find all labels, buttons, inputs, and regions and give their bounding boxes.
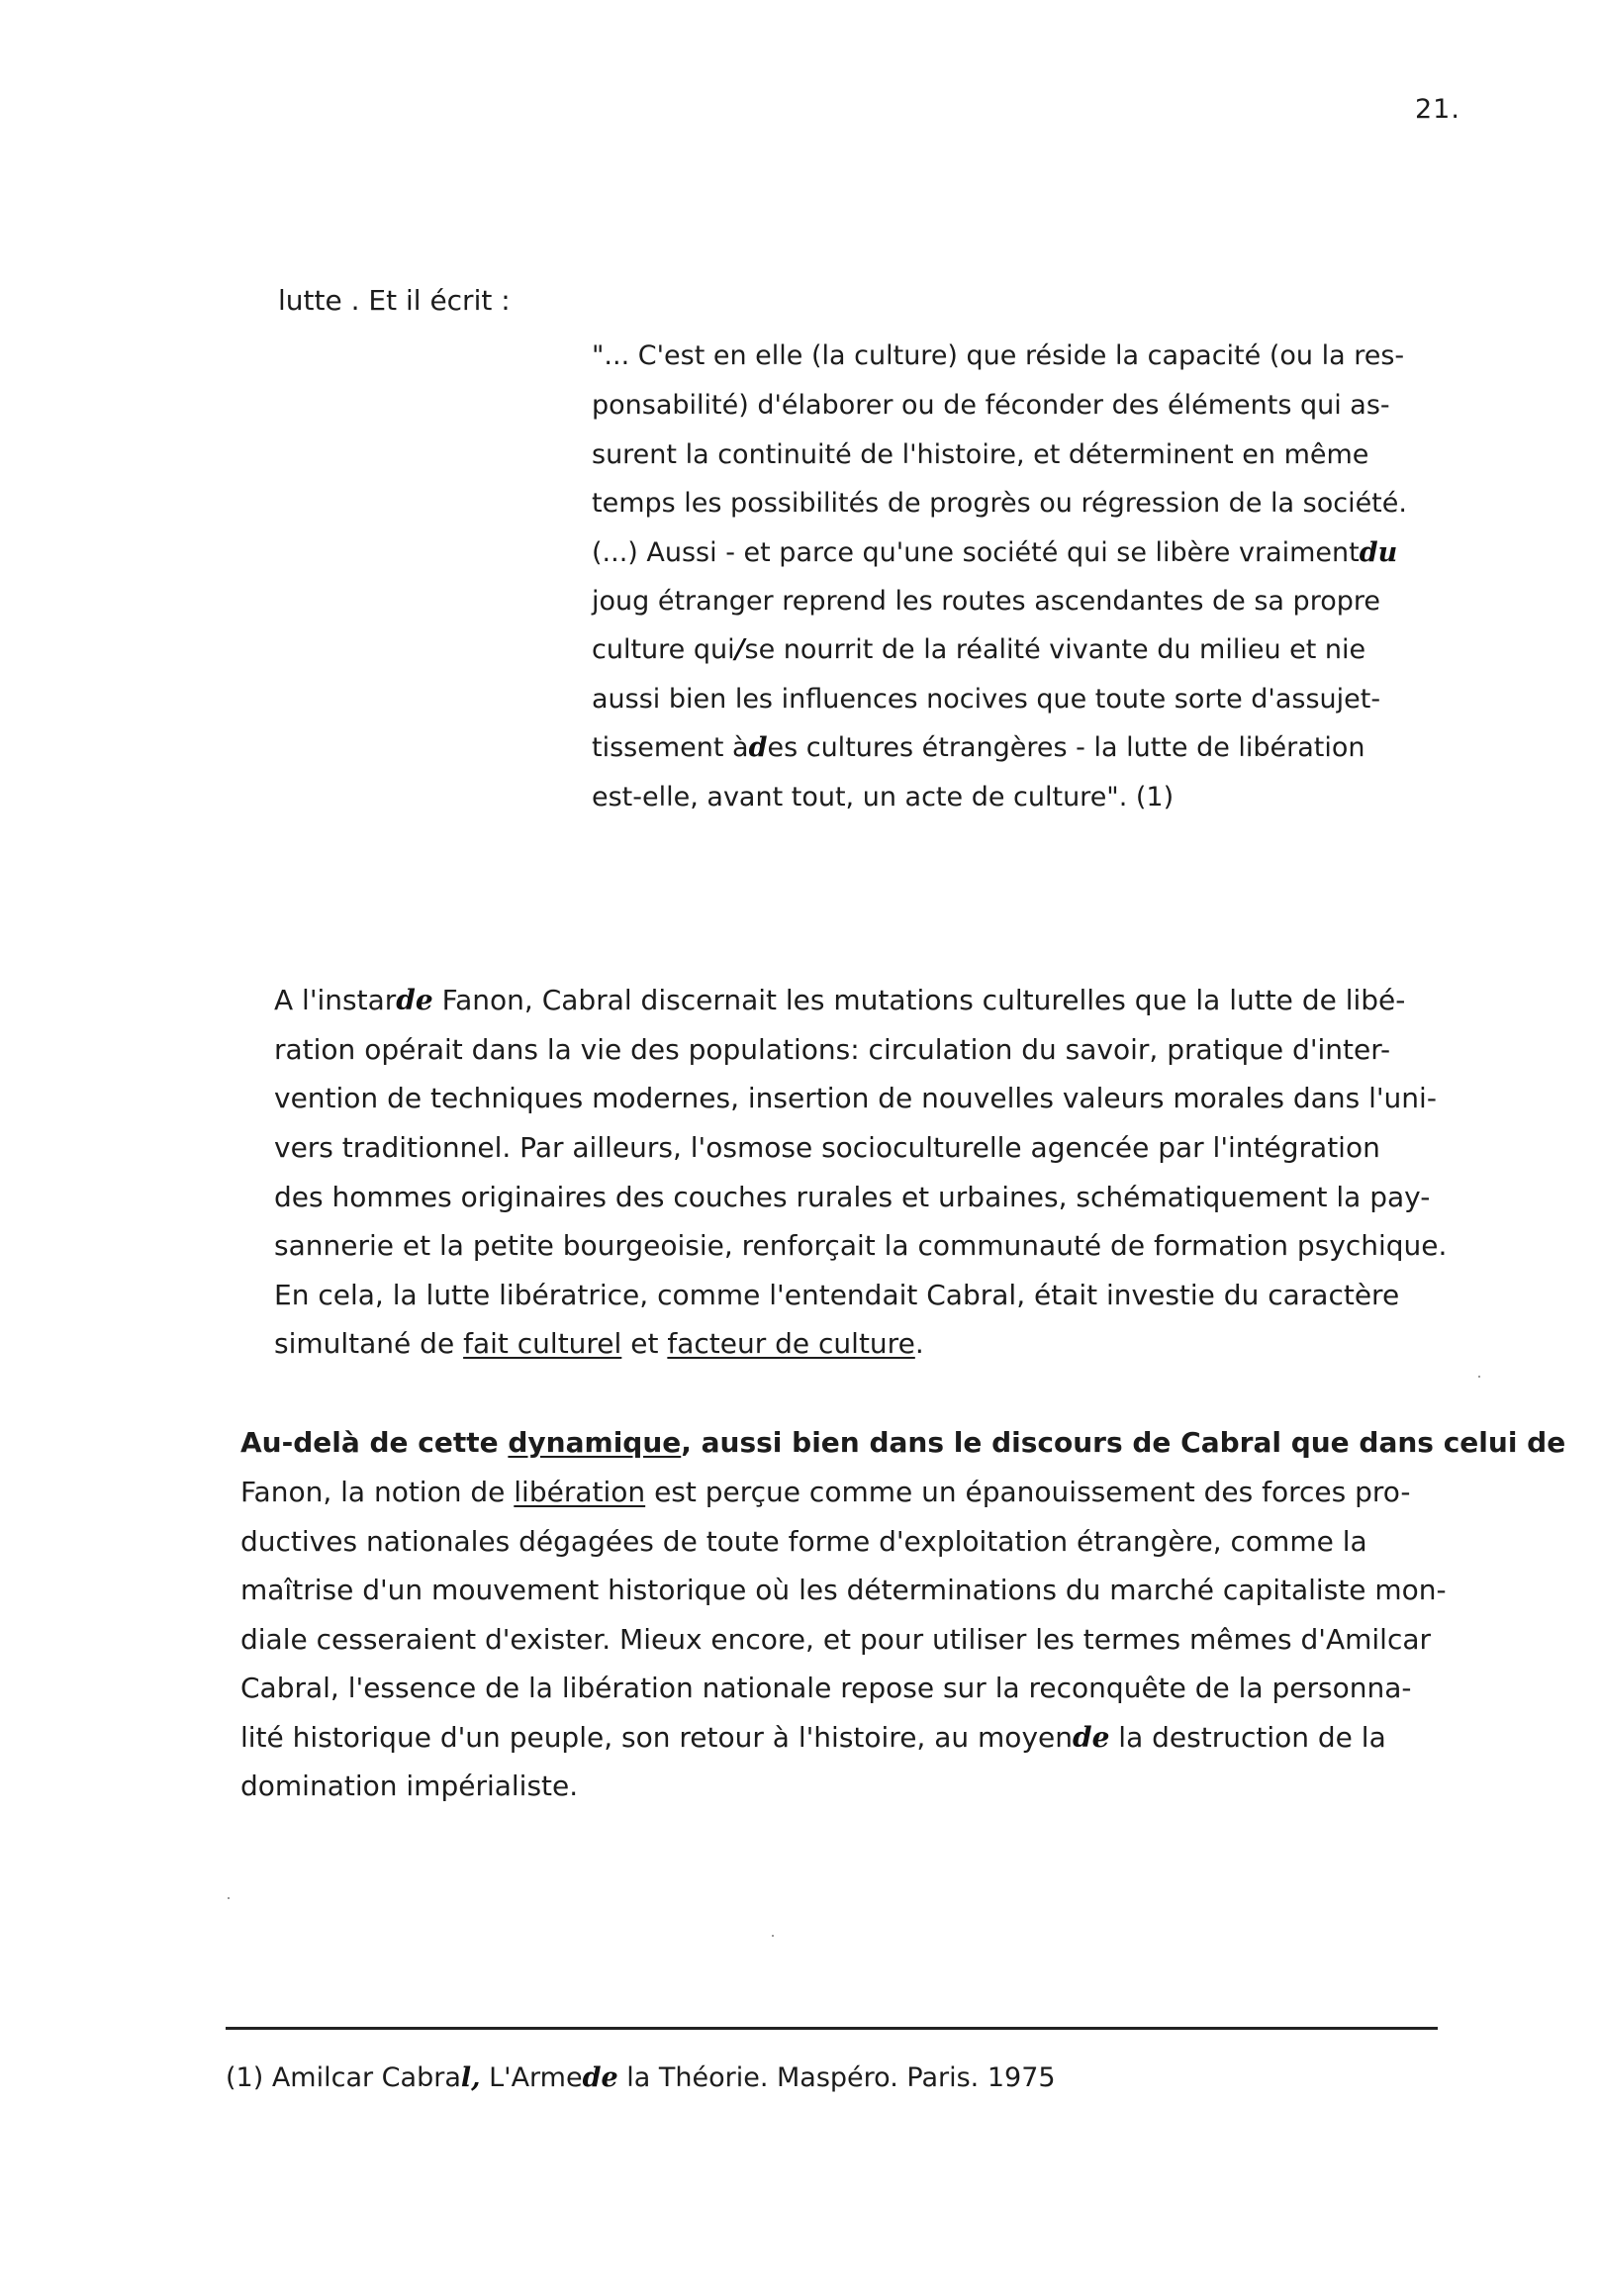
handwritten-correction: l, bbox=[460, 2062, 481, 2093]
paragraph-text: , aussi bien dans le discours de Cabral que dans celui de bbox=[681, 1426, 1566, 1459]
quote-text: tissement à bbox=[592, 732, 749, 763]
paragraph-text: . bbox=[914, 1327, 924, 1360]
handwritten-correction: de bbox=[1072, 1721, 1110, 1754]
paragraph-line bbox=[240, 1722, 1386, 1754]
footnote-text: L'Arme bbox=[489, 2062, 583, 2093]
paragraph-line: vers traditionnel. Par ailleurs, l'osmose socioculturelle agencée par l'intégration bbox=[274, 1131, 1380, 1164]
paragraph-text: et bbox=[630, 1327, 659, 1360]
paragraph-line: ductives nationales dégagées de toute forme d'exploitation étrangère, comme la bbox=[240, 1525, 1367, 1558]
scan-speck bbox=[228, 1897, 230, 1899]
paragraph-line: En cela, la lutte libératrice, comme l'entendait Cabral, était investie du caractère bbox=[274, 1279, 1400, 1311]
paragraph-line bbox=[274, 985, 1405, 1016]
footnote-text: la Théorie. Maspéro. Paris. 1975 bbox=[626, 2062, 1056, 2093]
quote-line bbox=[592, 732, 1365, 764]
underlined-term: dynamique bbox=[508, 1426, 682, 1459]
quote-line bbox=[592, 634, 1365, 666]
underlined-term: fait culturel bbox=[463, 1327, 622, 1360]
paragraph-line: maîtrise d'un mouvement historique où les déterminations du marché capitaliste mon- bbox=[240, 1574, 1447, 1606]
paragraph-text: est perçue comme un épanouissement des forces pro- bbox=[654, 1476, 1411, 1508]
footnote-text: (1) Amilcar Cabra bbox=[226, 2062, 461, 2093]
handwritten-correction: / bbox=[734, 634, 745, 665]
quote-text: se nourrit de la réalité vivante du milieu et nie bbox=[744, 634, 1366, 665]
paragraph-line: diale cesseraient d'exister. Mieux encore, et pour utiliser les termes mêmes d'Amilcar bbox=[240, 1623, 1432, 1656]
quote-text: (...) Aussi - et parce qu'une société qui se libère vraiment bbox=[592, 537, 1360, 568]
footnote-rule bbox=[226, 2027, 1438, 2030]
paragraph-text: Fanon, Cabral discernait les mutations culturelles que la lutte de libé- bbox=[441, 984, 1406, 1016]
underlined-term: libération bbox=[514, 1476, 646, 1508]
handwritten-correction: d bbox=[748, 732, 768, 763]
paragraph-text: simultané de bbox=[274, 1327, 455, 1360]
quote-line: est-elle, avant tout, un acte de culture". (1) bbox=[592, 782, 1175, 813]
paragraph-line: ration opérait dans la vie des populations: circulation du savoir, pratique d'inter- bbox=[274, 1033, 1391, 1066]
quote-line: aussi bien les influences nocives que toute sorte d'assujet- bbox=[592, 684, 1381, 715]
quote-line bbox=[592, 537, 1397, 569]
quote-line: ponsabilité) d'élaborer ou de féconder des éléments qui as- bbox=[592, 390, 1390, 421]
paragraph-line bbox=[240, 1427, 1565, 1459]
paragraph-line: des hommes originaires des couches rurales et urbaines, schématiquement la pay- bbox=[274, 1181, 1431, 1213]
paragraph-line: domination impérialiste. bbox=[240, 1770, 579, 1802]
paragraph-text: A l'instar bbox=[274, 984, 397, 1016]
paragraph-text: lité historique d'un peuple, son retour à l'histoire, au moyen bbox=[240, 1721, 1073, 1754]
quote-line: "... C'est en elle (la culture) que réside la capacité (ou la res- bbox=[592, 340, 1405, 371]
paragraph-text: Fanon, la notion de bbox=[240, 1476, 506, 1508]
footnote bbox=[226, 2062, 1056, 2094]
scan-speck bbox=[1478, 1376, 1480, 1378]
paragraph-line: Cabral, l'essence de la libération nationale repose sur la reconquête de la personna- bbox=[240, 1672, 1412, 1704]
handwritten-correction: de bbox=[582, 2062, 618, 2093]
paragraph-text: Au-delà de cette bbox=[240, 1426, 499, 1459]
scan-speck bbox=[772, 1935, 774, 1937]
intro-line: lutte . Et il écrit : bbox=[278, 284, 511, 317]
quote-text: culture qui bbox=[592, 634, 735, 665]
underlined-term: facteur de culture bbox=[667, 1327, 915, 1360]
paragraph-line: sannerie et la petite bourgeoisie, renforçait la communauté de formation psychique. bbox=[274, 1229, 1448, 1262]
quote-line: temps les possibilités de progrès ou régression de la société. bbox=[592, 488, 1407, 519]
handwritten-correction: de bbox=[396, 984, 433, 1016]
quote-text: es cultures étrangères - la lutte de libération bbox=[767, 732, 1365, 763]
handwritten-correction: du bbox=[1359, 537, 1398, 568]
paragraph-line bbox=[240, 1477, 1411, 1508]
page-number: 21. bbox=[1415, 94, 1460, 125]
paragraph-line: vention de techniques modernes, insertion de nouvelles valeurs morales dans l'uni- bbox=[274, 1082, 1437, 1114]
paragraph-text: la destruction de la bbox=[1118, 1721, 1386, 1754]
paragraph-line bbox=[274, 1328, 924, 1360]
quote-line: joug étranger reprend les routes ascendantes de sa propre bbox=[592, 586, 1380, 617]
quote-line: surent la continuité de l'histoire, et déterminent en même bbox=[592, 439, 1369, 470]
